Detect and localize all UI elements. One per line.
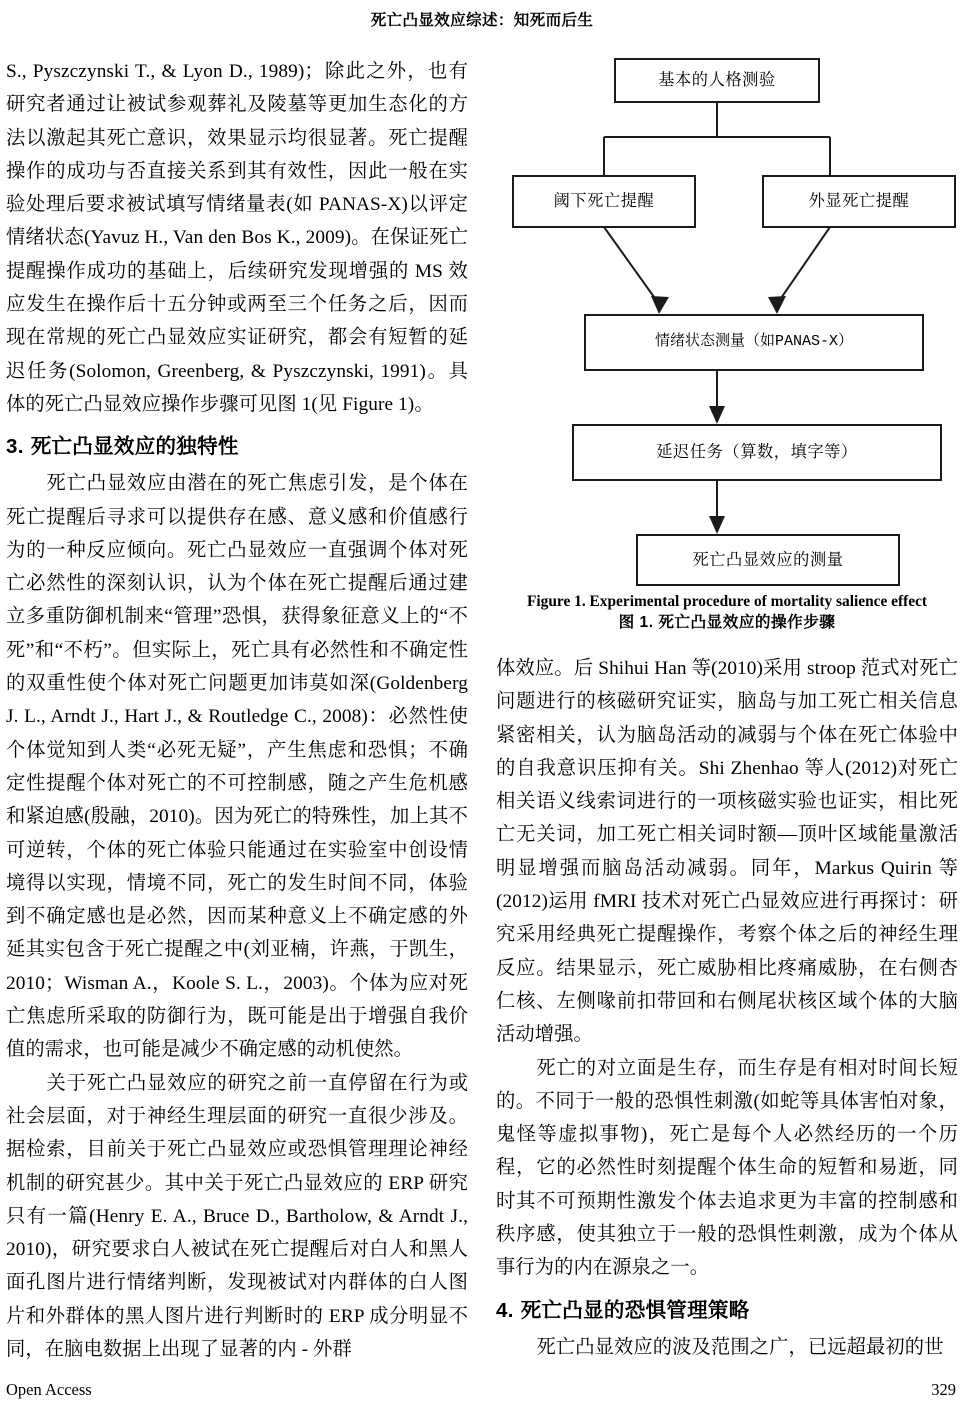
paragraph-uniqueness-2: 关于死亡凸显效应的研究之前一直停留在行为或社会层面，对于神经生理层面的研究一直很少涉及。据检索，目前关于死亡凸显效应或恐惧管理理论神经机制的研究甚少。其中关于死亡凸显效应的 ERP 研究只有一篇(Henry E. A., Bruce D., Bartholow, & Arndt J., 2010)，研究要求白人被试在死亡提醒后对白人和黑人面孔图片进行情绪判断，发现被试对内群体的白人图片和外群体的黑人图片进行判断时的 ERP 成分明显不同，在脑电数据上出现了显著的内 - 外群 xyxy=(6,1072,468,1360)
flow-node-label: 延迟任务（算数，填字等） xyxy=(656,443,858,462)
paragraph-death-vs-survival: 死亡的对立面是生存，而生存是有相对时间长短的。不同于一般的恐惧性刺激(如蛇等具体害怕对象，鬼怪等虚拟事物)，死亡是每个人必然经历的一个历程，它的必然性时刻提醒个体生命的短暂和易逝，同时其不可预期性激发个体去追求更为丰富的控制感和秩序感，使其独立于一般的恐惧性刺激，成为个体从事行为的内在源泉之一。 xyxy=(496,1057,958,1279)
flow-node-label: 情绪状态测量（如PANAS-X） xyxy=(654,333,853,351)
right-column xyxy=(496,652,958,1364)
figure-1 xyxy=(496,52,958,644)
flow-node-label: 死亡凸显效应的测量 xyxy=(692,550,844,569)
flow-node-mood-measure xyxy=(584,314,924,371)
flow-node-label: 外显死亡提醒 xyxy=(808,192,910,211)
section-heading-3 xyxy=(6,429,468,465)
figure-caption-chinese: 图 1. 死亡凸显效应的操作步骤 xyxy=(618,613,836,631)
flow-node-personality-test xyxy=(614,58,820,103)
paragraph-neuro-findings: 体效应。后 Shihui Han 等(2010)采用 stroop 范式对死亡问题进行的核磁研究证实，脑岛与加工死亡相关信息紧密相关，认为脑岛活动的减弱与个体在死亡体验中的自我意识压抑有关。Shi Zhenhao 等人(2012)对死亡相关语义线索词进行的一项核磁实验也证实，相比死亡无关词，加工死亡相关词时额—顶叶区域能量激活明显增强而脑岛活动减弱。同年，Markus Quirin 等(2012)运用 fMRI 技术对死亡凸显效应进行再探讨：研究采用经典死亡提醒操作，考察个体之后的神经生理反应。结果显示，死亡威胁相比疼痛威胁，在右侧杏仁核、左侧喙前扣带回和右侧尾状核区域个体的大脑活动增强。 xyxy=(496,658,958,1046)
section-heading-4 xyxy=(496,1293,958,1329)
flow-node-label: 基本的人格测验 xyxy=(658,71,776,90)
paragraph-tmt-strategy: 死亡凸显效应的波及范围之广，已远超最初的世 xyxy=(536,1336,944,1358)
figure-caption-english: Figure 1. Experimental procedure of mortality salience effect xyxy=(526,593,928,610)
running-head: 死亡凸显效应综述：知死而后生 xyxy=(370,12,594,29)
flow-node-delay-task xyxy=(572,424,942,481)
flow-node-explicit-prime xyxy=(762,175,956,228)
section-number: 4. xyxy=(496,1298,514,1322)
flow-node-label: 阈下死亡提醒 xyxy=(553,192,655,211)
flow-node-ms-measure xyxy=(636,534,900,586)
left-column xyxy=(6,55,468,1366)
section-number: 3. xyxy=(6,435,24,459)
section-title: 死亡凸显的恐惧管理策略 xyxy=(520,1298,750,1322)
flow-node-subliminal-prime xyxy=(512,175,696,228)
paragraph-death-reminder-manipulation: S., Pyszczynski T., & Lyon D., 1989)；除此之外，也有研究者通过让被试参观葬礼及陵墓等更加生态化的方法以激起其死亡意识，效果显示均很显著。死亡提醒操作的成功与否直接关系到其有效性，因此一般在实验处理后要求被试填写情绪量表(如 PANAS-X)以评定情绪状态(Yavuz H., Van den Bos K., 2009)。在保证死亡提醒操作成功的基础上，后续研究发现增强的 MS 效应发生在操作后十五分钟或两至三个任务之后，因而现在常规的死亡凸显效应实证研究，都会有短暂的延迟任务(Solomon, Greenberg, & Pyszczynski, 1991)。具体的死亡凸显效应操作步骤可见图 1(见 Figure 1)。 xyxy=(6,61,468,415)
section-title: 死亡凸显效应的独特性 xyxy=(30,435,239,459)
figure-caption xyxy=(496,592,958,633)
footer-page-number: 329 xyxy=(931,1380,956,1399)
paragraph-uniqueness-1: 死亡凸显效应由潜在的死亡焦虑引发，是个体在死亡提醒后寻求可以提供存在感、意义感和价值感行为的一种反应倾向。死亡凸显效应一直强调个体对死亡必然性的深刻认识，认为个体在死亡提醒后通过建立多重防御机制来“管理”恐惧，获得象征意义上的“不死”和“不朽”。但实际上，死亡具有必然性和不确定性的双重性使个体对死亡问题更加讳莫如深(Goldenberg J. L., Arndt J., Hart J., & Routledge C., 2008)：必然性使个体觉知到人类“必死无疑”，产生焦虑和恐惧；不确定性提醒个体对死亡的不可控制感，随之产生危机感和紧迫感(殷融，2010)。因为死亡的特殊性，加上其不可逆转，个体的死亡体验只能通过在实验室中创设情境得以实现，情境不同，死亡的发生时间不同，体验到不确定感也是必然，因而某种意义上不确定感的外延其实包含于死亡提醒之中(刘亚楠，许燕，于凯生，2010；Wisman A.，Koole S. L.，2003)。个体为应对死亡焦虑所采取的防御行为，既可能是出于增强自我价值的需求，也可能是减少不确定感的动机使然。 xyxy=(6,473,468,1061)
footer-open-access: Open Access xyxy=(6,1380,92,1399)
figure-canvas xyxy=(496,52,958,592)
